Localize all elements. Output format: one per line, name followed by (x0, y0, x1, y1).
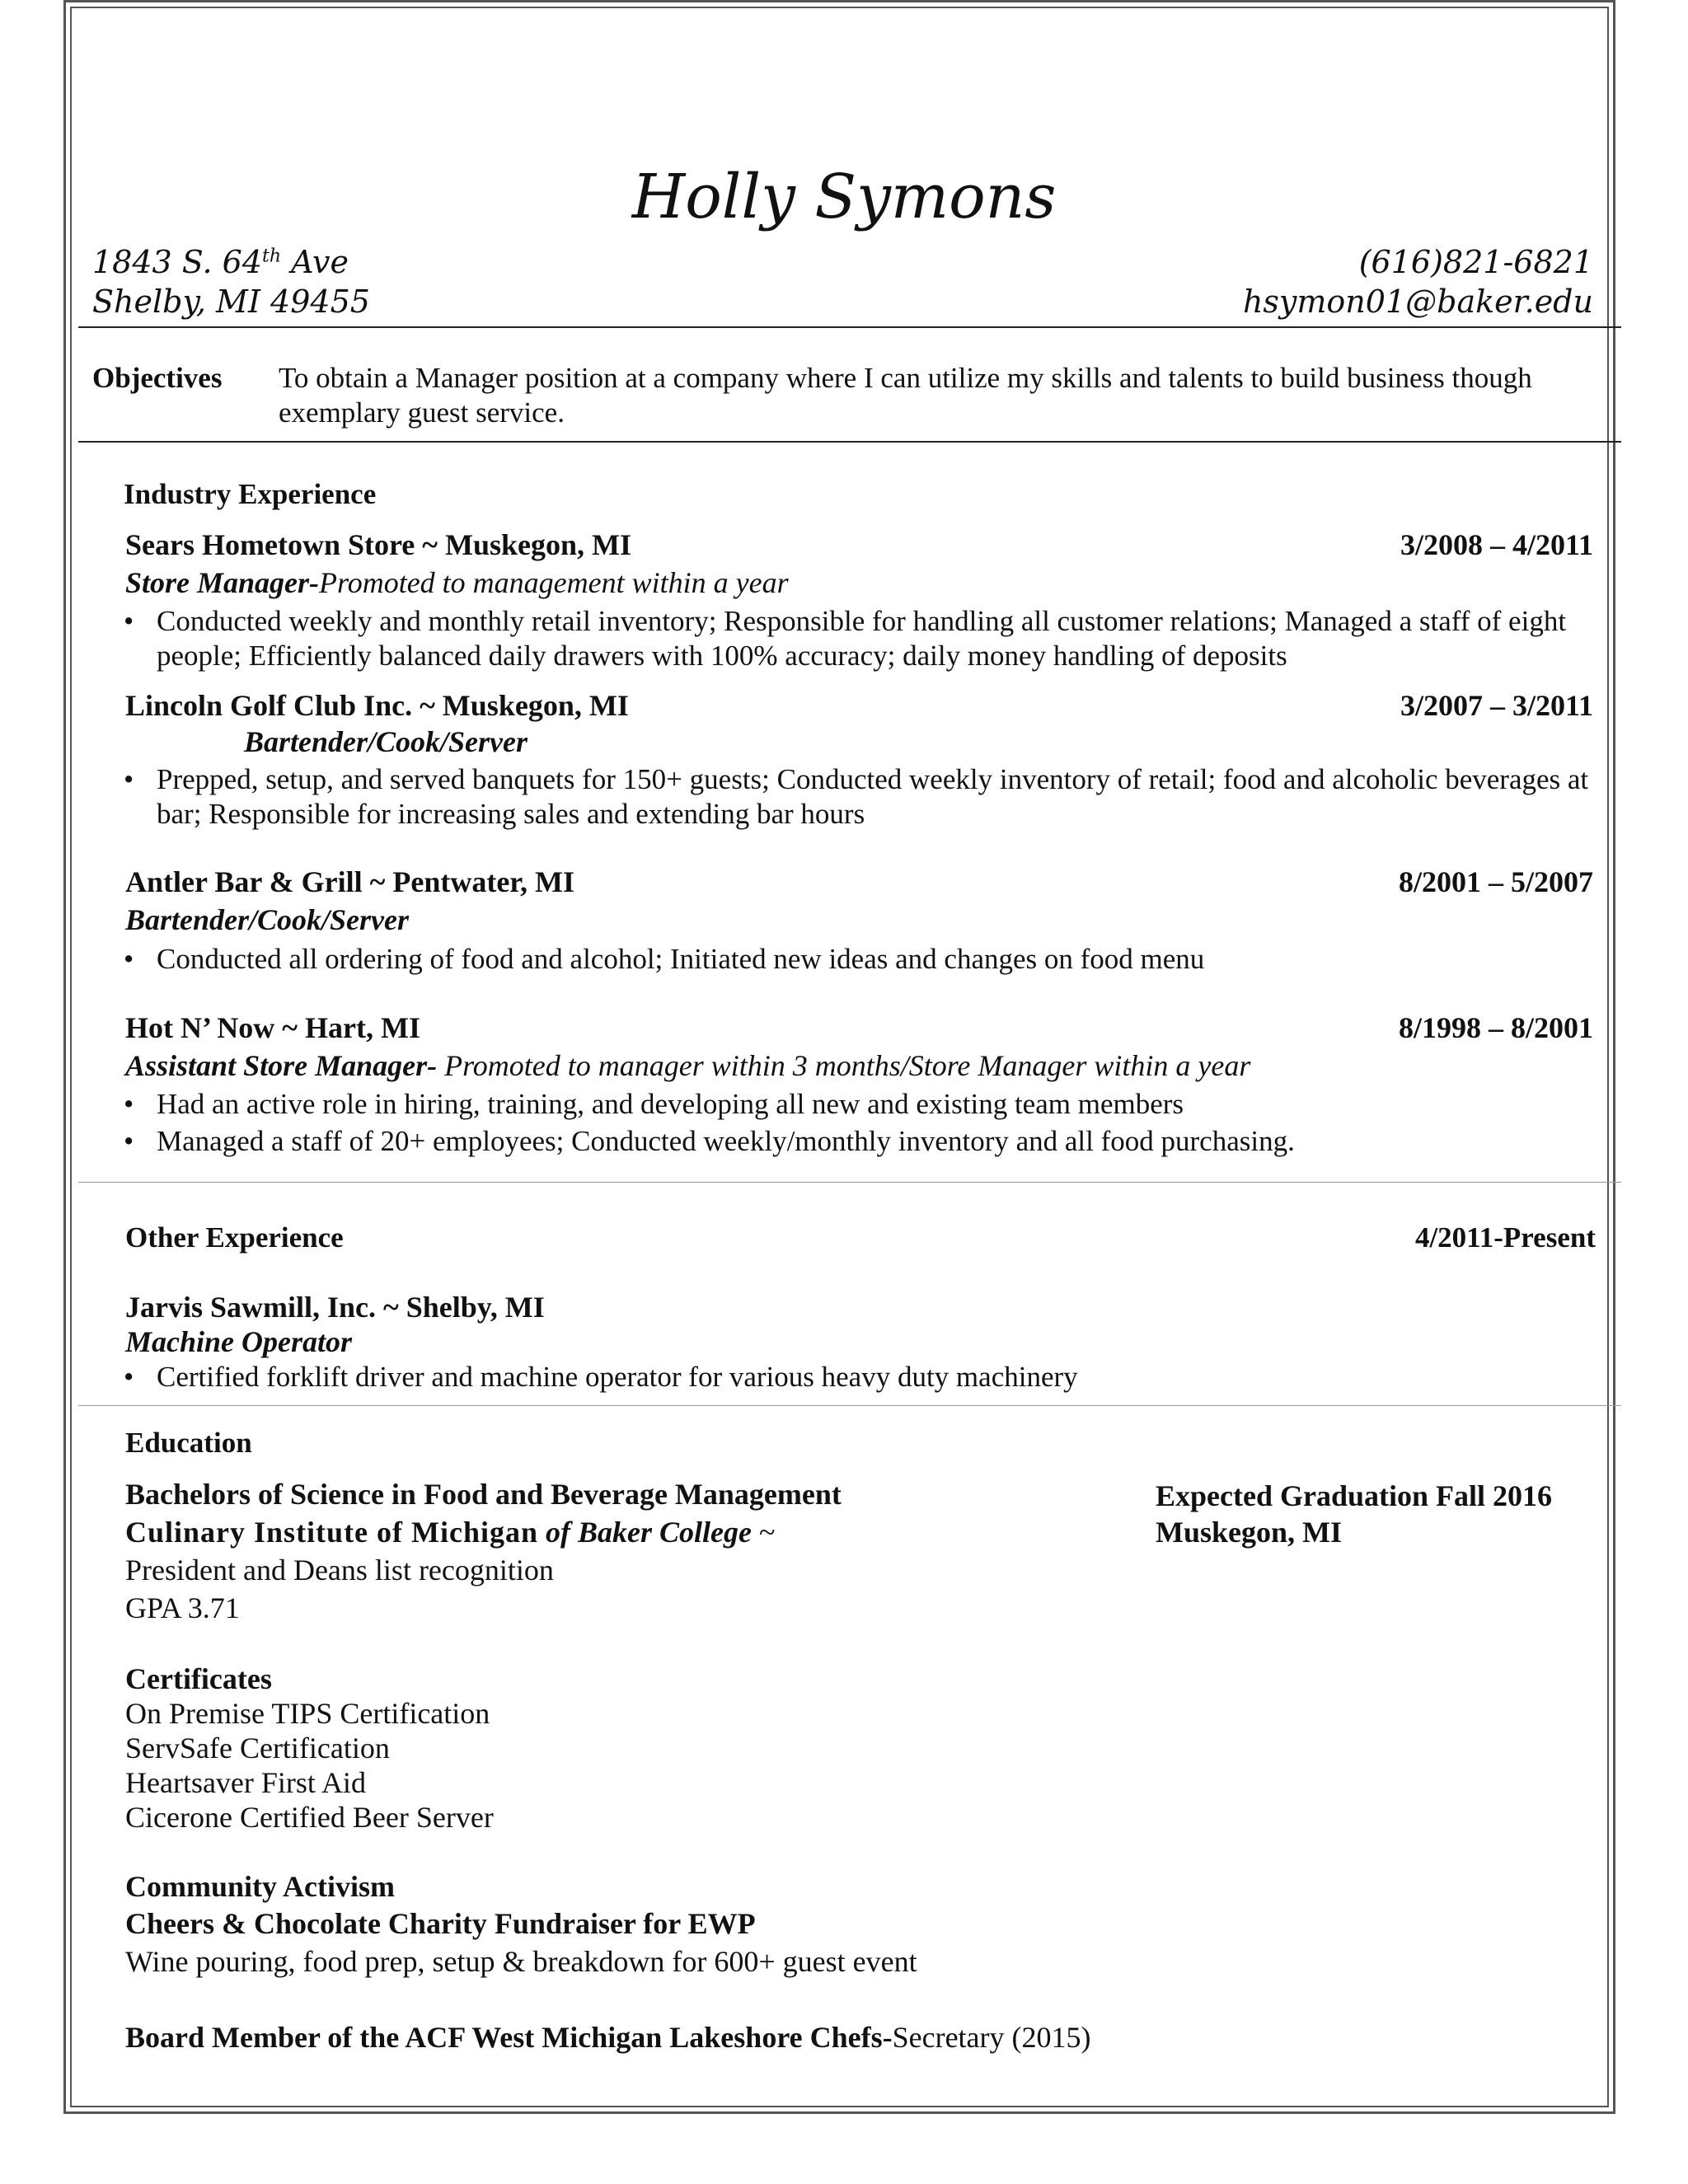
phone-number: (616)821-6821 (1358, 244, 1593, 280)
job-bullet: • Had an active role in hiring, training, and developing all new and existing team members (124, 1088, 1184, 1120)
job-title: Machine Operator (125, 1325, 353, 1358)
address-line-2: Shelby, MI 49455 (92, 284, 370, 320)
job-employer: Lincoln Golf Club Inc. ~ Muskegon, MI (125, 689, 629, 722)
certificates-heading: Certificates (125, 1662, 272, 1695)
objectives-label: Objectives (92, 362, 223, 394)
email-address: hsymon01@baker.edu (1242, 284, 1593, 320)
objectives-text: To obtain a Manager position at a company where I can utilize my skills and talents to build business though exemplary guest service. (279, 362, 1532, 429)
degree: Bachelors of Science in Food and Beverage Management (125, 1478, 842, 1511)
job-bullet: • Certified forklift driver and machine operator for various heavy duty machinery (124, 1361, 1078, 1393)
address-line-1: 1843 S. 64th Ave (92, 244, 349, 280)
job-title: Store Manager-Promoted to management within a year (125, 566, 789, 599)
other-heading: Other Experience (125, 1221, 344, 1254)
community-event: Cheers & Chocolate Charity Fundraiser for EWP (125, 1907, 756, 1940)
other-divider (78, 1405, 1621, 1406)
job-employer: Sears Hometown Store ~ Muskegon, MI (125, 528, 632, 561)
other-dates: 4/2011-Present (1414, 1221, 1596, 1254)
applicant-name: Holly Symons (631, 162, 1057, 232)
job-title: Assistant Store Manager- Promoted to manager within 3 months/Store Manager within a year (125, 1049, 1251, 1082)
honors: President and Deans list recognition (125, 1554, 554, 1586)
expected-graduation: Expected Graduation Fall 2016 (1156, 1479, 1553, 1512)
gpa: GPA 3.71 (125, 1591, 240, 1624)
school: Culinary Institute of Michigan of Baker College ~ (125, 1516, 776, 1549)
industry-divider (78, 1182, 1621, 1183)
certificate-item: Heartsaver First Aid (125, 1766, 366, 1799)
job-dates: 8/2001 – 5/2007 (1398, 865, 1593, 898)
certificate-item: Cicerone Certified Beer Server (125, 1801, 494, 1834)
header-divider (78, 326, 1621, 328)
certificate-item: ServSafe Certification (125, 1732, 390, 1765)
job-dates: 3/2008 – 4/2011 (1400, 528, 1593, 561)
job-dates: 8/1998 – 8/2001 (1398, 1011, 1593, 1044)
job-bullet: • Conducted weekly and monthly retail inventory; Responsible for handling all customer relations; Managed a staff of eight people; Efficiently balanced daily drawers with 100% accuracy; daily money handling of deposits (124, 605, 1567, 672)
industry-heading: Industry Experience (124, 478, 377, 510)
job-title: Bartender/Cook/Server (244, 725, 528, 758)
job-title: Bartender/Cook/Server (125, 903, 410, 936)
community-description: Wine pouring, food prep, setup & breakdown for 600+ guest event (125, 1945, 917, 1978)
job-bullet: • Managed a staff of 20+ employees; Conducted weekly/monthly inventory and all food purchasing. (124, 1125, 1295, 1157)
objectives-divider (78, 441, 1621, 443)
job-employer: Antler Bar & Grill ~ Pentwater, MI (125, 865, 574, 898)
education-heading: Education (125, 1427, 252, 1459)
certificate-item: On Premise TIPS Certification (125, 1697, 490, 1730)
job-bullet: • Prepped, setup, and served banquets for 150+ guests; Conducted weekly inventory of retail; food and alcoholic beverages at bar; Responsible for increasing sales and extending bar hours (124, 763, 1589, 830)
board-membership: Board Member of the ACF West Michigan Lakeshore Chefs-Secretary (2015) (125, 2021, 1091, 2054)
job-dates: 3/2007 – 3/2011 (1400, 689, 1593, 722)
job-bullet: • Conducted all ordering of food and alcohol; Initiated new ideas and changes on food menu (124, 943, 1205, 975)
job-employer: Hot N’ Now ~ Hart, MI (125, 1011, 420, 1044)
community-heading: Community Activism (125, 1870, 395, 1903)
job-employer: Jarvis Sawmill, Inc. ~ Shelby, MI (125, 1291, 545, 1324)
school-location: Muskegon, MI (1156, 1516, 1343, 1549)
